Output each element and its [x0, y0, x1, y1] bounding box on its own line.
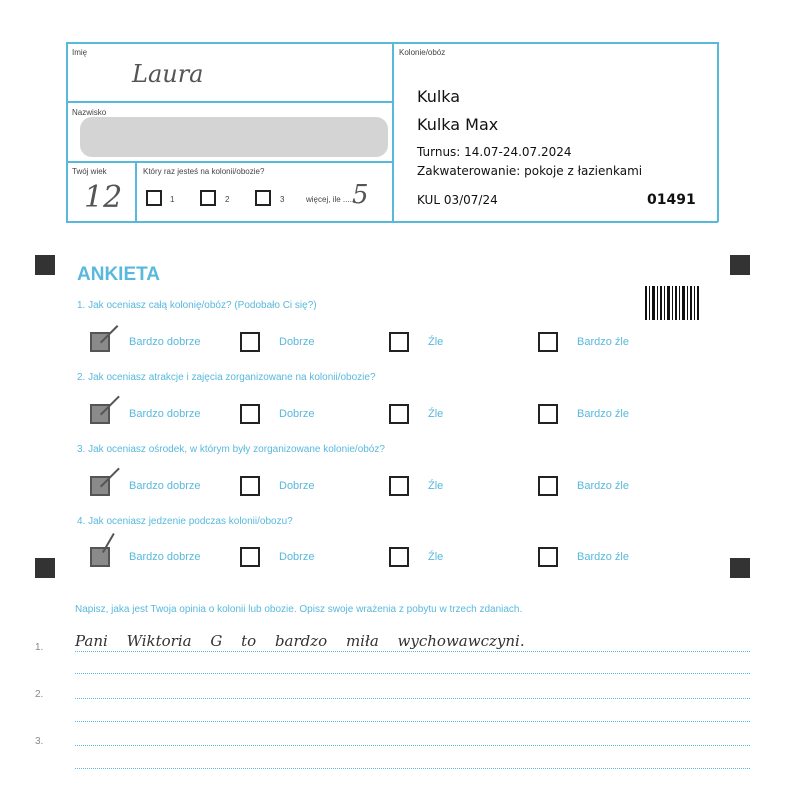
- form-number: 01491: [647, 192, 696, 208]
- q3-zle-label: Źle: [428, 480, 444, 492]
- row-divider-2: [66, 161, 393, 163]
- q1-zle-label: Źle: [428, 336, 444, 348]
- turnus: Turnus: 14.07-24.07.2024: [417, 145, 572, 159]
- option-1-checkbox[interactable]: [146, 190, 162, 206]
- q3-zle-checkbox[interactable]: [389, 476, 409, 496]
- redacted-surname: [80, 117, 388, 157]
- q2-dobrze-checkbox[interactable]: [240, 404, 260, 424]
- option-3-checkbox[interactable]: [255, 190, 271, 206]
- option-3-label: 3: [280, 195, 285, 204]
- barcode: [645, 286, 699, 320]
- kolonie-code: KUL 03/07/24: [417, 193, 498, 207]
- survey-title: ANKIETA: [77, 264, 161, 285]
- frame-left: [66, 42, 68, 222]
- wiek-value: 12: [84, 180, 123, 215]
- registration-mark-tr: [730, 255, 750, 275]
- zakwaterowanie: Zakwaterowanie: pokoje z łazienkami: [417, 164, 643, 178]
- imie-label: Imię: [72, 48, 88, 57]
- q1-bardzo-dobrze-label: Bardzo dobrze: [129, 336, 201, 348]
- writing-line-1b[interactable]: [75, 673, 750, 674]
- kolonie-sub: Kulka Max: [417, 115, 499, 134]
- frame-divider: [392, 42, 394, 222]
- question-2-text: 2. Jak oceniasz atrakcje i zajęcia zorganizowane na kolonii/obozie?: [77, 372, 376, 383]
- imie-value: Laura: [132, 60, 204, 88]
- q1-dobrze-checkbox[interactable]: [240, 332, 260, 352]
- wiecej-label: więcej, ile ......: [306, 195, 357, 204]
- q1-bardzo-zle-label: Bardzo źle: [577, 336, 629, 348]
- nazwisko-label: Nazwisko: [72, 108, 107, 117]
- q4-bardzo-zle-label: Bardzo źle: [577, 551, 629, 563]
- wiecej-value: 5: [352, 180, 369, 210]
- opinion-prompt: Napisz, jaka jest Twoja opinia o kolonii lub obozie. Opisz swoje wrażenia z pobytu w trzech zdaniach.: [75, 604, 523, 615]
- q4-zle-checkbox[interactable]: [389, 547, 409, 567]
- q2-bardzo-zle-checkbox[interactable]: [538, 404, 558, 424]
- q3-dobrze-checkbox[interactable]: [240, 476, 260, 496]
- writing-line-2a[interactable]: [75, 698, 750, 699]
- q2-zle-checkbox[interactable]: [389, 404, 409, 424]
- q3-bardzo-zle-label: Bardzo źle: [577, 480, 629, 492]
- q4-bardzo-dobrze-checkbox[interactable]: [90, 547, 110, 567]
- question-3-text: 3. Jak oceniasz ośrodek, w którym były zorganizowane kolonie/obóz?: [77, 444, 385, 455]
- row-divider-1: [66, 101, 393, 103]
- q4-bardzo-dobrze-label: Bardzo dobrze: [129, 551, 201, 563]
- line-number-2: 2.: [35, 689, 44, 700]
- q2-bardzo-dobrze-label: Bardzo dobrze: [129, 408, 201, 420]
- kolonie-label: Kolonie/obóz: [399, 48, 446, 57]
- option-1-label: 1: [170, 195, 175, 204]
- registration-mark-bl: [35, 558, 55, 578]
- q4-dobrze-label: Dobrze: [279, 551, 315, 563]
- registration-mark-br: [730, 558, 750, 578]
- q1-dobrze-label: Dobrze: [279, 336, 315, 348]
- registration-mark-tl: [35, 255, 55, 275]
- q2-bardzo-zle-label: Bardzo źle: [577, 408, 629, 420]
- question-4-text: 4. Jak oceniasz jedzenie podczas kolonii/obozu?: [77, 516, 293, 527]
- q4-zle-label: Źle: [428, 551, 444, 563]
- q4-bardzo-zle-checkbox[interactable]: [538, 547, 558, 567]
- q1-bardzo-zle-checkbox[interactable]: [538, 332, 558, 352]
- q2-dobrze-label: Dobrze: [279, 408, 315, 420]
- q1-zle-checkbox[interactable]: [389, 332, 409, 352]
- q3-dobrze-label: Dobrze: [279, 480, 315, 492]
- writing-line-3a[interactable]: [75, 745, 750, 746]
- ktory-raz-label: Który raz jesteś na kolonii/obozie?: [143, 167, 265, 176]
- q3-bardzo-dobrze-label: Bardzo dobrze: [129, 480, 201, 492]
- writing-line-3b[interactable]: [75, 768, 750, 769]
- opinion-line-1-text: Pani Wiktoria G to bardzo miła wychowawczyni.: [75, 632, 525, 650]
- line-number-1: 1.: [35, 642, 44, 653]
- option-2-label: 2: [225, 195, 230, 204]
- q3-bardzo-zle-checkbox[interactable]: [538, 476, 558, 496]
- writing-line-2b[interactable]: [75, 721, 750, 722]
- q4-dobrze-checkbox[interactable]: [240, 547, 260, 567]
- wiek-label: Twój wiek: [72, 167, 107, 176]
- writing-line-1a[interactable]: [75, 651, 750, 652]
- kolonie-name: Kulka: [417, 87, 461, 106]
- line-number-3: 3.: [35, 736, 44, 747]
- question-1-text: 1. Jak oceniasz całą kolonię/obóz? (Podobało Ci się?): [77, 300, 317, 311]
- age-divider: [135, 161, 137, 222]
- q2-zle-label: Źle: [428, 408, 444, 420]
- option-2-checkbox[interactable]: [200, 190, 216, 206]
- frame-right: [717, 42, 719, 222]
